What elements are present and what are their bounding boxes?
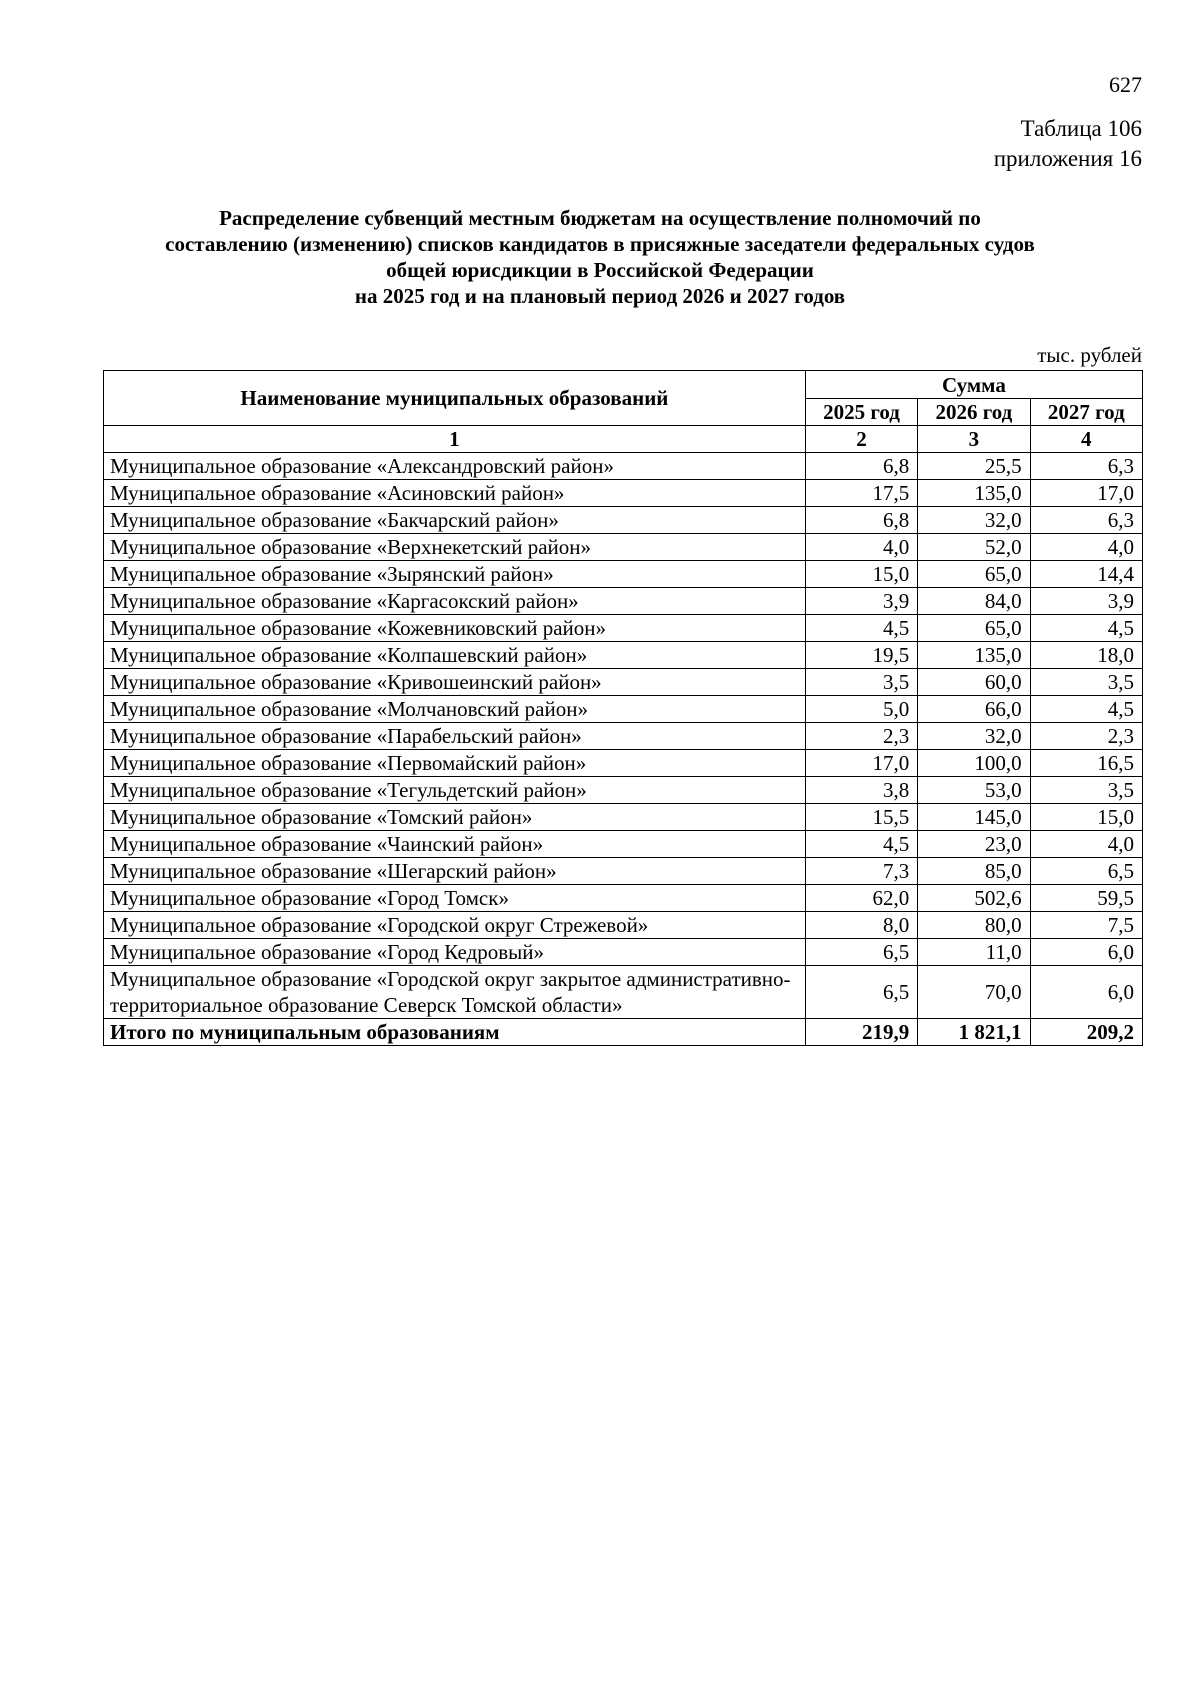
table-row bbox=[104, 723, 1143, 750]
table-row bbox=[104, 939, 1143, 966]
total-label: Итого по муниципальным образованиям bbox=[104, 1019, 806, 1046]
table-row bbox=[104, 642, 1143, 669]
value-2026: 66,0 bbox=[918, 696, 1030, 723]
table-row bbox=[104, 804, 1143, 831]
value-2026: 65,0 bbox=[918, 615, 1030, 642]
table-row bbox=[104, 561, 1143, 588]
table-row bbox=[104, 750, 1143, 777]
title-line-4: на 2025 год и на плановый период 2026 и 2027 годов bbox=[354, 284, 846, 308]
municipality-name: Муниципальное образование «Городской округ Стрежевой» bbox=[104, 912, 806, 939]
value-2025: 4,0 bbox=[805, 534, 917, 561]
value-2027: 16,5 bbox=[1030, 750, 1142, 777]
value-2027: 18,0 bbox=[1030, 642, 1142, 669]
value-2026: 32,0 bbox=[918, 723, 1030, 750]
value-2025: 62,0 bbox=[805, 885, 917, 912]
value-2027: 7,5 bbox=[1030, 912, 1142, 939]
total-row bbox=[104, 1019, 1143, 1046]
table-row bbox=[104, 453, 1143, 480]
title-line-2: составлению (изменению) списков кандидатов в присяжные заседатели федеральных судов bbox=[165, 232, 1035, 256]
value-2025: 17,0 bbox=[805, 750, 917, 777]
caption-line-2: приложения 16 bbox=[993, 146, 1142, 171]
value-2027: 6,5 bbox=[1030, 858, 1142, 885]
value-2026: 135,0 bbox=[918, 642, 1030, 669]
value-2027: 17,0 bbox=[1030, 480, 1142, 507]
value-2026: 84,0 bbox=[918, 588, 1030, 615]
value-2025: 15,5 bbox=[805, 804, 917, 831]
table-row bbox=[104, 507, 1143, 534]
title-line-1: Распределение субвенций местным бюджетам на осуществление полномочий по bbox=[219, 206, 981, 230]
municipality-name: Муниципальное образование «Томский район» bbox=[104, 804, 806, 831]
table-row bbox=[104, 615, 1143, 642]
value-2026: 85,0 bbox=[918, 858, 1030, 885]
value-2026: 53,0 bbox=[918, 777, 1030, 804]
value-2026: 23,0 bbox=[918, 831, 1030, 858]
value-2027: 6,3 bbox=[1030, 453, 1142, 480]
header-year-2026: 2026 год bbox=[918, 399, 1030, 426]
value-2025: 3,5 bbox=[805, 669, 917, 696]
value-2026: 80,0 bbox=[918, 912, 1030, 939]
total-2025: 219,9 bbox=[805, 1019, 917, 1046]
table-row bbox=[104, 912, 1143, 939]
value-2025: 8,0 bbox=[805, 912, 917, 939]
value-2025: 6,8 bbox=[805, 507, 917, 534]
value-2025: 4,5 bbox=[805, 615, 917, 642]
value-2026: 52,0 bbox=[918, 534, 1030, 561]
municipality-name: Муниципальное образование «Верхнекетский район» bbox=[104, 534, 806, 561]
municipality-name: Муниципальное образование «Кожевниковский район» bbox=[104, 615, 806, 642]
value-2025: 6,5 bbox=[805, 966, 917, 1019]
municipality-name: Муниципальное образование «Парабельский район» bbox=[104, 723, 806, 750]
value-2025: 19,5 bbox=[805, 642, 917, 669]
value-2025: 6,5 bbox=[805, 939, 917, 966]
value-2027: 6,0 bbox=[1030, 966, 1142, 1019]
title-line-3: общей юрисдикции в Российской Федерации bbox=[386, 258, 814, 282]
table-row bbox=[104, 696, 1143, 723]
value-2027: 59,5 bbox=[1030, 885, 1142, 912]
column-index: 1 bbox=[104, 426, 806, 453]
table-row bbox=[104, 831, 1143, 858]
table-caption bbox=[994, 114, 1142, 174]
municipality-name: Муниципальное образование «Каргасокский район» bbox=[104, 588, 806, 615]
header-year-2027: 2027 год bbox=[1030, 399, 1142, 426]
value-2025: 6,8 bbox=[805, 453, 917, 480]
header-name: Наименование муниципальных образований bbox=[104, 371, 806, 426]
value-2026: 32,0 bbox=[918, 507, 1030, 534]
table-row bbox=[104, 534, 1143, 561]
municipality-name: Муниципальное образование «Чаинский район» bbox=[104, 831, 806, 858]
subvention-table bbox=[103, 370, 1143, 1046]
value-2026: 11,0 bbox=[918, 939, 1030, 966]
value-2025: 5,0 bbox=[805, 696, 917, 723]
value-2027: 6,3 bbox=[1030, 507, 1142, 534]
municipality-name: Муниципальное образование «Первомайский район» bbox=[104, 750, 806, 777]
value-2026: 70,0 bbox=[918, 966, 1030, 1019]
value-2026: 145,0 bbox=[918, 804, 1030, 831]
value-2026: 502,6 bbox=[918, 885, 1030, 912]
document-title bbox=[100, 205, 1100, 309]
column-index: 2 bbox=[805, 426, 917, 453]
municipality-name: Муниципальное образование «Город Томск» bbox=[104, 885, 806, 912]
municipality-name: Муниципальное образование «Кривошеинский район» bbox=[104, 669, 806, 696]
table-row bbox=[104, 480, 1143, 507]
municipality-name: Муниципальное образование «Тегульдетский район» bbox=[104, 777, 806, 804]
column-index: 4 bbox=[1030, 426, 1142, 453]
value-2025: 17,5 bbox=[805, 480, 917, 507]
table-row bbox=[104, 966, 1143, 1019]
value-2026: 100,0 bbox=[918, 750, 1030, 777]
header-sum: Сумма bbox=[805, 371, 1142, 399]
value-2025: 4,5 bbox=[805, 831, 917, 858]
table-row bbox=[104, 777, 1143, 804]
value-2027: 4,0 bbox=[1030, 534, 1142, 561]
municipality-name: Муниципальное образование «Шегарский район» bbox=[104, 858, 806, 885]
table-row bbox=[104, 858, 1143, 885]
value-2025: 3,8 bbox=[805, 777, 917, 804]
value-2026: 25,5 bbox=[918, 453, 1030, 480]
value-2026: 65,0 bbox=[918, 561, 1030, 588]
municipality-name: Муниципальное образование «Колпашевский район» bbox=[104, 642, 806, 669]
value-2025: 15,0 bbox=[805, 561, 917, 588]
table-row bbox=[104, 885, 1143, 912]
column-index: 3 bbox=[918, 426, 1030, 453]
total-2026: 1 821,1 bbox=[918, 1019, 1030, 1046]
value-2027: 3,9 bbox=[1030, 588, 1142, 615]
table-body bbox=[104, 453, 1143, 1019]
municipality-name: Муниципальное образование «Александровский район» bbox=[104, 453, 806, 480]
value-2027: 4,5 bbox=[1030, 696, 1142, 723]
table-row bbox=[104, 669, 1143, 696]
municipality-name: Муниципальное образование «Зырянский район» bbox=[104, 561, 806, 588]
caption-line-1: Таблица 106 bbox=[1020, 116, 1142, 141]
municipality-name: Муниципальное образование «Асиновский район» bbox=[104, 480, 806, 507]
value-2027: 15,0 bbox=[1030, 804, 1142, 831]
municipality-name: Муниципальное образование «Бакчарский район» bbox=[104, 507, 806, 534]
value-2026: 60,0 bbox=[918, 669, 1030, 696]
value-2025: 2,3 bbox=[805, 723, 917, 750]
value-2027: 14,4 bbox=[1030, 561, 1142, 588]
municipality-name: Муниципальное образование «Городской округ закрытое административно-территориальное образование Северск Томской области» bbox=[104, 966, 806, 1019]
units-label: тыс. рублей bbox=[1037, 343, 1142, 367]
header-year-2025: 2025 год bbox=[805, 399, 917, 426]
value-2027: 3,5 bbox=[1030, 777, 1142, 804]
municipality-name: Муниципальное образование «Молчановский район» bbox=[104, 696, 806, 723]
value-2027: 3,5 bbox=[1030, 669, 1142, 696]
value-2025: 3,9 bbox=[805, 588, 917, 615]
value-2027: 6,0 bbox=[1030, 939, 1142, 966]
value-2027: 2,3 bbox=[1030, 723, 1142, 750]
total-2027: 209,2 bbox=[1030, 1019, 1142, 1046]
value-2026: 135,0 bbox=[918, 480, 1030, 507]
value-2027: 4,0 bbox=[1030, 831, 1142, 858]
municipality-name: Муниципальное образование «Город Кедровый» bbox=[104, 939, 806, 966]
table-row bbox=[104, 588, 1143, 615]
value-2025: 7,3 bbox=[805, 858, 917, 885]
value-2027: 4,5 bbox=[1030, 615, 1142, 642]
page-number: 627 bbox=[1109, 72, 1142, 97]
